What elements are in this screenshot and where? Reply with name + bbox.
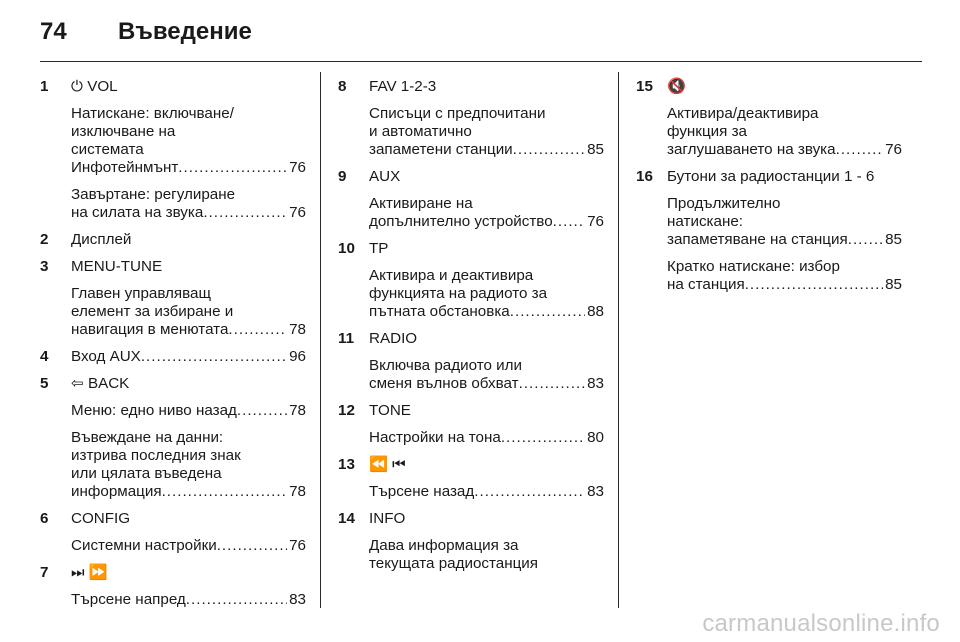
dot-leader <box>501 429 585 447</box>
page-header <box>40 18 920 48</box>
legend-item <box>40 564 306 609</box>
description-line: Кратко натискане: избор <box>667 258 840 275</box>
spacer <box>40 501 306 510</box>
page-reference: 78 <box>289 321 306 338</box>
entry-text: сменя вълнов обхват <box>369 375 519 392</box>
page-reference: 76 <box>289 204 306 221</box>
page-reference: 88 <box>587 303 604 320</box>
item-body <box>369 402 604 447</box>
legend-item <box>40 375 306 501</box>
item-body <box>71 510 306 555</box>
spacer <box>338 321 604 330</box>
legend-item <box>40 231 306 249</box>
entry-text: на станция <box>667 276 745 293</box>
description <box>71 402 306 420</box>
dot-leader <box>217 537 287 555</box>
description-entry <box>667 141 902 159</box>
description <box>71 429 306 501</box>
description-line: елемент за избиране и <box>71 303 234 320</box>
description-line: Списъци с предпочитани <box>369 105 546 122</box>
page-number: 74 <box>40 18 67 45</box>
item-label: RADIO <box>369 330 418 347</box>
legend-item <box>338 510 604 573</box>
description <box>667 195 902 249</box>
legend-item <box>636 78 902 159</box>
dot-leader <box>745 276 883 294</box>
spacer <box>71 528 306 537</box>
spacer <box>71 393 306 402</box>
description <box>667 258 902 294</box>
legend-item <box>338 402 604 447</box>
item-label: CONFIG <box>71 510 131 527</box>
spacer <box>40 366 306 375</box>
legend-item <box>40 78 306 222</box>
item-label: TONE <box>369 402 411 419</box>
item-number: 16 <box>636 168 653 185</box>
description-entry <box>71 402 306 420</box>
entry-text: навигация в менютата <box>71 321 229 338</box>
entry-text: на силата на звука <box>71 204 204 221</box>
page-reference: 76 <box>289 537 306 554</box>
dot-leader <box>848 231 883 249</box>
spacer <box>667 249 902 258</box>
legend-item <box>40 510 306 555</box>
entry-text: Търсене назад <box>369 483 475 500</box>
item-number: 11 <box>338 330 355 347</box>
description-entry <box>71 321 306 339</box>
legend-item <box>40 348 306 366</box>
item-body <box>369 78 604 159</box>
spacer <box>667 96 902 105</box>
dot-leader <box>141 348 287 366</box>
legend-item <box>338 168 604 231</box>
entry-text: Инфотейнмънт <box>71 159 179 176</box>
column-2 <box>338 78 604 573</box>
item-label: AUX <box>369 168 401 185</box>
item-body <box>667 168 902 294</box>
spacer <box>369 348 604 357</box>
item-body <box>369 330 604 393</box>
spacer <box>338 501 604 510</box>
description-line: системата <box>71 141 144 158</box>
description-line: Продължително <box>667 195 781 212</box>
page-reference: 85 <box>587 141 604 158</box>
spacer <box>369 528 604 537</box>
entry-text: пътната обстановка <box>369 303 510 320</box>
description <box>369 357 604 393</box>
column-divider <box>618 72 619 608</box>
description-entry <box>369 141 604 159</box>
dot-leader <box>186 591 287 609</box>
dot-leader <box>519 375 586 393</box>
item-number: 13 <box>338 456 355 473</box>
description <box>369 267 604 321</box>
item-number: 4 <box>40 348 49 365</box>
item-label <box>71 348 306 366</box>
description <box>71 537 306 555</box>
description-entry <box>369 375 604 393</box>
description-line: изключване на <box>71 123 176 140</box>
spacer <box>71 177 306 186</box>
item-label: ⏻ VOL <box>71 78 118 95</box>
item-label: INFO <box>369 510 406 527</box>
spacer <box>369 96 604 105</box>
description <box>369 537 604 573</box>
description-line: функция за <box>667 123 747 140</box>
description-line: Завъртане: регулиране <box>71 186 236 203</box>
item-number: 5 <box>40 375 49 392</box>
dot-leader <box>228 321 287 339</box>
description <box>71 105 306 177</box>
item-label: ⇦ BACK <box>71 375 130 392</box>
dot-leader <box>474 483 585 501</box>
entry-text: Търсене напред <box>71 591 186 608</box>
description <box>369 105 604 159</box>
label-text: Вход AUX <box>71 348 141 365</box>
description-line: изтрива последния знак <box>71 447 241 464</box>
dot-leader <box>510 303 585 321</box>
item-number: 14 <box>338 510 355 527</box>
description-entry <box>71 591 306 609</box>
description-entry <box>667 231 902 249</box>
page-reference: 96 <box>289 348 306 365</box>
description <box>71 591 306 609</box>
item-label: Дисплей <box>71 231 132 248</box>
dot-leader <box>237 402 287 420</box>
description-entry <box>71 204 306 222</box>
description-entry <box>71 483 306 501</box>
spacer <box>369 186 604 195</box>
spacer <box>40 339 306 348</box>
column-1 <box>40 78 306 609</box>
item-number: 8 <box>338 78 347 95</box>
page-reference: 76 <box>587 213 604 230</box>
description-entry <box>369 303 604 321</box>
item-body <box>71 231 306 249</box>
description-line: или цялата въведена <box>71 465 222 482</box>
spacer <box>369 474 604 483</box>
item-number: 9 <box>338 168 347 185</box>
dot-leader <box>553 213 585 231</box>
spacer <box>369 258 604 267</box>
spacer <box>40 222 306 231</box>
legend-item <box>40 258 306 339</box>
description <box>369 483 604 501</box>
description-line: текущата радиостанция <box>369 555 539 572</box>
page-reference: 83 <box>587 483 604 500</box>
description <box>71 186 306 222</box>
description-entry <box>369 483 604 501</box>
description-line: Натискане: включване/ <box>71 105 234 122</box>
entry-text: информация <box>71 483 162 500</box>
spacer <box>636 159 902 168</box>
column-divider <box>320 72 321 608</box>
page-reference: 83 <box>289 591 306 608</box>
column-3 <box>636 78 902 294</box>
dot-leader <box>162 483 288 501</box>
description-entry <box>667 276 902 294</box>
item-number: 12 <box>338 402 355 419</box>
spacer <box>338 231 604 240</box>
spacer <box>338 393 604 402</box>
description-entry <box>369 213 604 231</box>
item-number: 15 <box>636 78 653 95</box>
description <box>71 285 306 339</box>
page-reference: 85 <box>885 231 902 248</box>
description <box>667 105 902 159</box>
legend-item <box>636 168 902 294</box>
item-number: 10 <box>338 240 355 257</box>
item-number: 6 <box>40 510 49 527</box>
spacer <box>71 582 306 591</box>
item-body <box>71 348 306 366</box>
item-body <box>369 240 604 321</box>
page-reference: 78 <box>289 483 306 500</box>
legend-item <box>338 330 604 393</box>
description-line: Въвеждане на данни: <box>71 429 224 446</box>
item-number: 3 <box>40 258 49 275</box>
spacer <box>369 420 604 429</box>
item-number: 7 <box>40 564 49 581</box>
spacer <box>71 276 306 285</box>
dot-leader <box>836 141 883 159</box>
item-label: ⏪ ⏮ <box>369 456 406 473</box>
item-label: 🔇 <box>667 78 686 95</box>
item-body <box>71 258 306 339</box>
page-reference: 83 <box>587 375 604 392</box>
spacer <box>71 420 306 429</box>
description-entry <box>369 429 604 447</box>
item-body <box>369 510 604 573</box>
item-number: 2 <box>40 231 49 248</box>
spacer <box>40 249 306 258</box>
item-label: FAV 1-2-3 <box>369 78 437 95</box>
dot-leader <box>513 141 585 159</box>
page-reference: 85 <box>885 276 902 293</box>
dot-leader <box>178 159 287 177</box>
spacer <box>338 447 604 456</box>
description-entry <box>71 159 306 177</box>
watermark: carmanualsonline.info <box>702 610 940 637</box>
spacer <box>71 96 306 105</box>
legend-item <box>338 456 604 501</box>
description-line: натискане: <box>667 213 744 230</box>
description-line: Активира и деактивира <box>369 267 534 284</box>
description-line: Активира/деактивира <box>667 105 819 122</box>
item-number: 1 <box>40 78 49 95</box>
spacer <box>40 555 306 564</box>
spacer <box>667 186 902 195</box>
description-entry <box>71 537 306 555</box>
item-body <box>71 375 306 501</box>
page-reference: 76 <box>885 141 902 158</box>
description-line: Дава информация за <box>369 537 519 554</box>
item-label: MENU-TUNE <box>71 258 163 275</box>
item-body <box>369 168 604 231</box>
entry-text: запаметени станции <box>369 141 513 158</box>
description-line: Активиране на <box>369 195 473 212</box>
spacer <box>338 159 604 168</box>
item-body <box>71 78 306 222</box>
description <box>369 195 604 231</box>
description-line: и автоматично <box>369 123 472 140</box>
description-line: функцията на радиото за <box>369 285 548 302</box>
page-title: Въведение <box>118 18 252 45</box>
page-reference: 78 <box>289 402 306 419</box>
item-body <box>71 564 306 609</box>
entry-text: допълнително устройство <box>369 213 553 230</box>
description-line: Главен управляващ <box>71 285 211 302</box>
description-line: Включва радиото или <box>369 357 522 374</box>
page-reference: 80 <box>587 429 604 446</box>
entry-text: Настройки на тона <box>369 429 501 446</box>
legend-item <box>338 240 604 321</box>
item-label: Бутони за радиостанции 1 - 6 <box>667 168 875 185</box>
entry-text: Меню: едно ниво назад <box>71 402 237 419</box>
item-label: ⏭ ⏩ <box>71 564 108 581</box>
entry-text: заглушаването на звука <box>667 141 836 158</box>
description <box>369 429 604 447</box>
dot-leader <box>203 204 287 222</box>
entry-text: запаметяване на станция <box>667 231 848 248</box>
item-label: TP <box>369 240 389 257</box>
header-divider <box>40 61 922 62</box>
page-reference: 76 <box>289 159 306 176</box>
item-body <box>667 78 902 159</box>
item-body <box>369 456 604 501</box>
legend-item <box>338 78 604 159</box>
entry-text: Системни настройки <box>71 537 217 554</box>
